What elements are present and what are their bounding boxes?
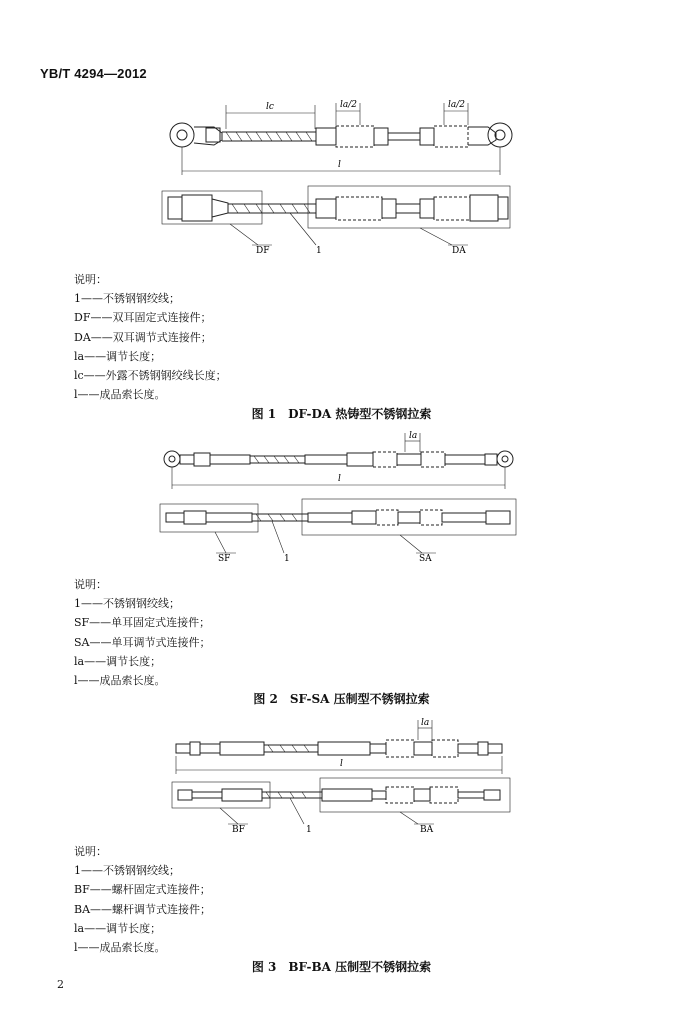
- figure-2-drawing: [0, 425, 683, 565]
- label-sa: SA: [419, 554, 432, 564]
- figure-1-caption: 图 1 DF-DA 热铸型不锈钢拉索: [251, 407, 432, 421]
- legend-item: 1——不锈钢钢绞线；: [74, 864, 180, 878]
- legend-title: 说明：: [74, 273, 107, 286]
- legend-item: DF——双耳固定式连接件；: [74, 311, 212, 325]
- legend-item: SF——单耳固定式连接件；: [74, 616, 211, 630]
- legend-item: la——调节长度；: [74, 921, 162, 935]
- label-df: DF: [256, 246, 270, 256]
- legend-item: lc——外露不锈钢钢绞线长度；: [74, 369, 227, 383]
- figure-3-legend: [74, 842, 211, 957]
- figure-2-caption: 图 2 SF-SA 压制型不锈钢拉索: [253, 692, 430, 706]
- legend-item: la——调节长度；: [74, 349, 162, 363]
- dim-l-label: l: [338, 160, 341, 170]
- figure-1-drawing: [0, 95, 683, 260]
- dim-la-right-label: la/2: [448, 100, 466, 110]
- label-sf: SF: [218, 554, 231, 564]
- page-number: 2: [57, 978, 64, 991]
- label-bf: BF: [232, 825, 245, 835]
- dim-l-label: l: [340, 759, 343, 769]
- legend-item: BF——螺杆固定式连接件；: [74, 883, 211, 897]
- legend-item: BA——螺杆调节式连接件；: [74, 902, 212, 916]
- dim-l-label: l: [338, 474, 341, 484]
- dim-la-left-label: la/2: [340, 100, 358, 110]
- label-1: 1: [284, 554, 290, 564]
- label-da: DA: [452, 246, 466, 256]
- label-1: 1: [306, 825, 312, 835]
- legend-item: SA——单耳调节式连接件；: [74, 635, 211, 649]
- legend-title: 说明：: [74, 578, 107, 591]
- legend-item: l——成品索长度。: [74, 388, 166, 402]
- legend-title: 说明：: [74, 845, 107, 858]
- figure-1-legend: [74, 270, 227, 404]
- label-ba: BA: [420, 825, 434, 835]
- legend-item: 1——不锈钢钢绞线；: [74, 597, 180, 611]
- figure-2-legend: [74, 575, 210, 690]
- legend-item: 1——不锈钢钢绞线；: [74, 292, 180, 306]
- legend-item: la——调节长度；: [74, 654, 162, 668]
- dim-lc-label: lc: [266, 102, 274, 112]
- figure-3-drawing: [0, 712, 683, 835]
- dim-la-label: la: [421, 718, 430, 728]
- dim-la-label: la: [409, 431, 418, 441]
- legend-item: l——成品索长度。: [74, 941, 166, 955]
- legend-item: l——成品索长度。: [74, 674, 166, 688]
- legend-item: DA——双耳调节式连接件；: [74, 330, 212, 344]
- figure-3-caption: 图 3 BF-BA 压制型不锈钢拉索: [251, 960, 432, 974]
- label-1: 1: [316, 246, 322, 256]
- document-header: YB/T 4294—2012: [40, 66, 147, 81]
